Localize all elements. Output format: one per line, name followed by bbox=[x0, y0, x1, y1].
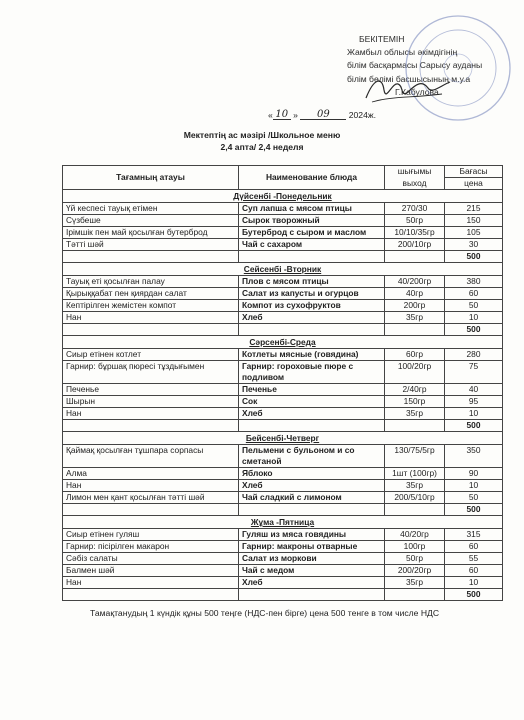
menu-row bbox=[63, 215, 503, 227]
dish-price: 380 bbox=[445, 276, 503, 288]
menu-subtitle: 2,4 апта/ 2,4 неделя bbox=[220, 142, 304, 152]
menu-row bbox=[63, 288, 503, 300]
menu-row bbox=[63, 445, 503, 468]
dish-name-ru: Гарнир: макроны отварные bbox=[239, 541, 385, 553]
day-total: 500 bbox=[445, 589, 503, 601]
menu-row bbox=[63, 408, 503, 420]
dish-output: 35гр bbox=[385, 312, 445, 324]
dish-price: 50 bbox=[445, 492, 503, 504]
menu-title: Мектептің ас мәзірі /Школьное меню bbox=[183, 130, 341, 140]
day-header-row bbox=[63, 432, 503, 445]
dish-name-kz: Үй кеспесі тауық етімен bbox=[63, 203, 239, 215]
header-output: шығымы bbox=[385, 166, 445, 178]
day-total-row bbox=[63, 589, 503, 601]
dish-name-ru: Чай с сахаром bbox=[239, 239, 385, 251]
dish-price: 10 bbox=[445, 408, 503, 420]
dish-name-ru: Хлеб bbox=[239, 408, 385, 420]
dish-price: 30 bbox=[445, 239, 503, 251]
dish-name-ru: Плов с мясом птицы bbox=[239, 276, 385, 288]
dish-name-kz: Шырын bbox=[63, 396, 239, 408]
daily-cost-note: Тамақтанудың 1 күндік құны 500 теңге (НДС-пен бірге) цена 500 тенге в том числе НДС bbox=[90, 608, 440, 618]
menu-row bbox=[63, 276, 503, 288]
dish-name-kz: Қаймақ қосылған тұшпара сорпасы bbox=[63, 445, 239, 468]
dish-output: 200/10гр bbox=[385, 239, 445, 251]
day-total: 500 bbox=[445, 504, 503, 516]
menu-row bbox=[63, 300, 503, 312]
dish-price: 95 bbox=[445, 396, 503, 408]
dish-output: 10/10/35гр bbox=[385, 227, 445, 239]
day-total: 500 bbox=[445, 420, 503, 432]
menu-row bbox=[63, 480, 503, 492]
dish-name-ru: Котлеты мясные (говядина) bbox=[239, 349, 385, 361]
dish-name-ru: Компот из сухофруктов bbox=[239, 300, 385, 312]
day-title: Сейсенбі -Вторник bbox=[243, 264, 322, 274]
menu-row bbox=[63, 227, 503, 239]
dish-output: 1шт (100гр) bbox=[385, 468, 445, 480]
dish-output: 2/40гр bbox=[385, 384, 445, 396]
day-title: Сәрсенбі-Среда bbox=[249, 337, 316, 347]
dish-output: 35гр bbox=[385, 408, 445, 420]
dish-name-kz: Тауық еті қосылған палау bbox=[63, 276, 239, 288]
dish-name-kz: Сиыр етінен котлет bbox=[63, 349, 239, 361]
dish-output: 100гр bbox=[385, 541, 445, 553]
dish-name-ru: Бутерброд с сыром и маслом bbox=[239, 227, 385, 239]
dish-price: 90 bbox=[445, 468, 503, 480]
dish-name-ru: Чай с медом bbox=[239, 565, 385, 577]
menu-row bbox=[63, 203, 503, 215]
day-header-row bbox=[63, 516, 503, 529]
day-header-row bbox=[63, 190, 503, 203]
approval-line: білім бөлімі басшысының м.у.а bbox=[347, 73, 471, 84]
dish-output: 200гр bbox=[385, 300, 445, 312]
dish-price: 10 bbox=[445, 480, 503, 492]
menu-row bbox=[63, 349, 503, 361]
dish-output: 200/20гр bbox=[385, 565, 445, 577]
menu-row bbox=[63, 553, 503, 565]
day-total: 500 bbox=[445, 324, 503, 336]
dish-price: 105 bbox=[445, 227, 503, 239]
dish-price: 50 bbox=[445, 300, 503, 312]
menu-row bbox=[63, 529, 503, 541]
dish-price: 280 bbox=[445, 349, 503, 361]
day-title: Дүйсенбі -Понедельник bbox=[233, 191, 332, 201]
header-kz-name: Тағамның атауы bbox=[63, 166, 239, 190]
dish-name-kz: Печенье bbox=[63, 384, 239, 396]
dish-name-kz: Балмен шәй bbox=[63, 565, 239, 577]
dish-output: 60гр bbox=[385, 349, 445, 361]
dish-output: 40/20гр bbox=[385, 529, 445, 541]
dish-output: 35гр bbox=[385, 480, 445, 492]
dish-price: 10 bbox=[445, 577, 503, 589]
day-header-row bbox=[63, 336, 503, 349]
menu-row bbox=[63, 312, 503, 324]
menu-row bbox=[63, 361, 503, 384]
dish-name-ru: Сырок творожный bbox=[239, 215, 385, 227]
day-total-row bbox=[63, 420, 503, 432]
dish-name-ru: Салат из моркови bbox=[239, 553, 385, 565]
dish-output: 50гр bbox=[385, 215, 445, 227]
dish-price: 10 bbox=[445, 312, 503, 324]
dish-price: 40 bbox=[445, 384, 503, 396]
menu-table bbox=[62, 165, 503, 601]
menu-row bbox=[63, 492, 503, 504]
dish-price: 150 bbox=[445, 215, 503, 227]
dish-name-kz: Сәбіз салаты bbox=[63, 553, 239, 565]
approval-line: білім басқармасы Сарысу ауданы bbox=[347, 60, 483, 71]
dish-name-ru: Хлеб bbox=[239, 480, 385, 492]
dish-price: 315 bbox=[445, 529, 503, 541]
dish-output: 270/30 bbox=[385, 203, 445, 215]
day-header-row bbox=[63, 263, 503, 276]
dish-price: 75 bbox=[445, 361, 503, 384]
dish-name-ru: Яблоко bbox=[239, 468, 385, 480]
dish-output: 200/5/10гр bbox=[385, 492, 445, 504]
dish-name-ru: Гарнир: гороховые пюре с подливом bbox=[239, 361, 385, 384]
dish-price: 350 bbox=[445, 445, 503, 468]
header-ru-name: Наименование блюда bbox=[239, 166, 385, 190]
dish-name-kz: Ірімшік пен май қосылған бутерброд bbox=[63, 227, 239, 239]
dish-name-kz: Кептірілген жемістен компот bbox=[63, 300, 239, 312]
dish-name-ru: Хлеб bbox=[239, 312, 385, 324]
dish-price: 60 bbox=[445, 541, 503, 553]
dish-name-kz: Нан bbox=[63, 312, 239, 324]
menu-row bbox=[63, 577, 503, 589]
dish-name-ru: Пельмени с бульоном и со сметаной bbox=[239, 445, 385, 468]
dish-price: 55 bbox=[445, 553, 503, 565]
dish-name-ru: Чай сладкий с лимоном bbox=[239, 492, 385, 504]
dish-name-ru: Хлеб bbox=[239, 577, 385, 589]
date-year: 2024ж. bbox=[348, 110, 376, 120]
dish-price: 215 bbox=[445, 203, 503, 215]
menu-row bbox=[63, 239, 503, 251]
dish-output: 100/20гр bbox=[385, 361, 445, 384]
day-title: Бейсенбі-Четверг bbox=[245, 433, 320, 443]
menu-row bbox=[63, 565, 503, 577]
dish-output: 40гр bbox=[385, 288, 445, 300]
dish-name-ru: Гуляш из мяса говядины bbox=[239, 529, 385, 541]
dish-price: 60 bbox=[445, 288, 503, 300]
dish-name-kz: Гарнир: бұршақ пюресі тұздығымен bbox=[63, 361, 239, 384]
handwritten-signature bbox=[362, 72, 454, 106]
day-title: Жұма -Пятница bbox=[250, 517, 315, 527]
menu-row bbox=[63, 468, 503, 480]
dish-name-kz: Гарнир: пісірілген макарон bbox=[63, 541, 239, 553]
menu-row bbox=[63, 541, 503, 553]
dish-output: 130/75/5гр bbox=[385, 445, 445, 468]
dish-name-ru: Салат из капусты и огурцов bbox=[239, 288, 385, 300]
dish-name-kz: Нан bbox=[63, 480, 239, 492]
dish-name-kz: Нан bbox=[63, 577, 239, 589]
dish-name-ru: Сок bbox=[239, 396, 385, 408]
approver-name: Г.Кабулова bbox=[395, 86, 439, 97]
date-month: 09 bbox=[300, 109, 346, 120]
header-output-ru: выход bbox=[385, 178, 445, 190]
dish-name-kz: Сүзбеше bbox=[63, 215, 239, 227]
day-total-row bbox=[63, 504, 503, 516]
approval-date: « 10 » 09 2024ж. bbox=[268, 109, 376, 120]
header-price: Бағасы bbox=[445, 166, 503, 178]
date-day: 10 bbox=[273, 109, 291, 120]
approval-line: Жамбыл облысы әкімдігінің bbox=[347, 47, 458, 58]
dish-output: 40/200гр bbox=[385, 276, 445, 288]
day-total-row bbox=[63, 251, 503, 263]
day-total: 500 bbox=[445, 251, 503, 263]
approval-title: БЕКІТЕМІН bbox=[359, 34, 405, 44]
dish-name-kz: Лимон мен қант қосылған тәтті шәй bbox=[63, 492, 239, 504]
dish-output: 35гр bbox=[385, 577, 445, 589]
dish-name-kz: Тәтті шәй bbox=[63, 239, 239, 251]
dish-name-ru: Печенье bbox=[239, 384, 385, 396]
menu-row bbox=[63, 384, 503, 396]
day-total-row bbox=[63, 324, 503, 336]
header-price-ru: цена bbox=[445, 178, 503, 190]
dish-name-kz: Алма bbox=[63, 468, 239, 480]
dish-name-kz: Нан bbox=[63, 408, 239, 420]
menu-row bbox=[63, 396, 503, 408]
round-stamp bbox=[398, 12, 518, 124]
dish-name-kz: Сиыр етінен гуляш bbox=[63, 529, 239, 541]
dish-output: 50гр bbox=[385, 553, 445, 565]
dish-price: 60 bbox=[445, 565, 503, 577]
dish-output: 150гр bbox=[385, 396, 445, 408]
dish-name-kz: Қырыққабат пен қиярдан салат bbox=[63, 288, 239, 300]
dish-name-ru: Суп лапша с мясом птицы bbox=[239, 203, 385, 215]
